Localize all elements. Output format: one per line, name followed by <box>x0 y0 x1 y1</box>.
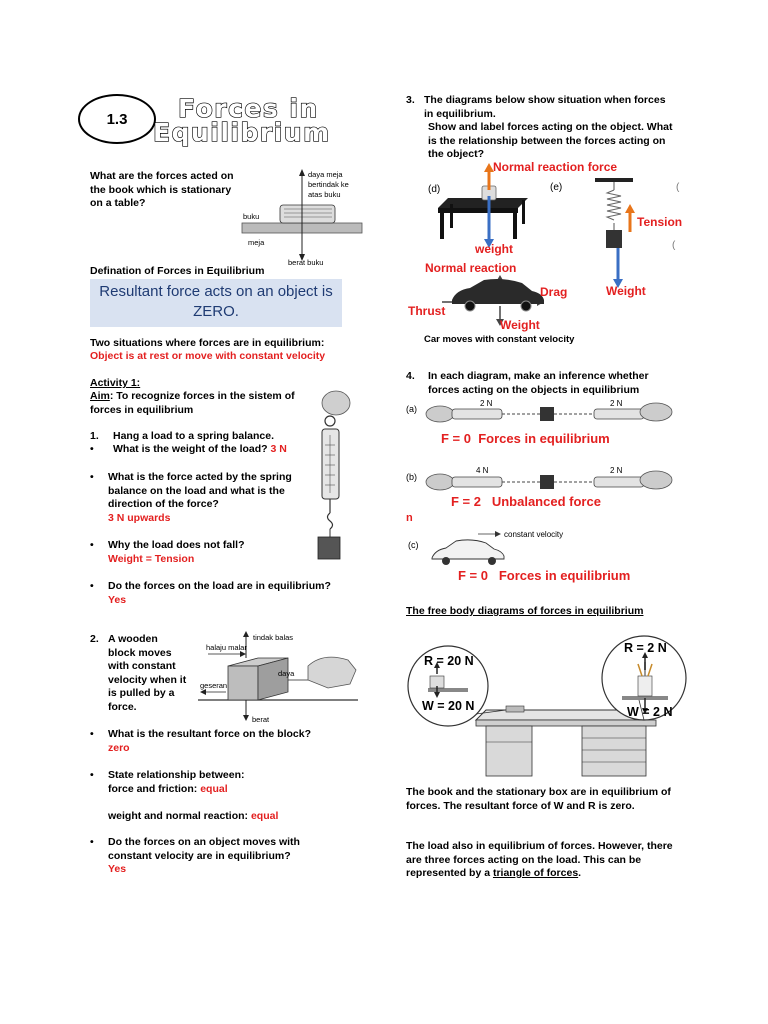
diagram-b-left-force: 4 N <box>476 466 489 475</box>
label-halaju-malar: halaju malar <box>206 643 247 652</box>
label-atas-buku: atas buku <box>308 190 341 199</box>
diagram-b-answer-f: F = 2 <box>451 494 481 509</box>
q1-bullet-1-text: What is the weight of the load? <box>113 443 268 455</box>
paragraph-2 <box>406 840 686 881</box>
q2-bullet-2-line-3 <box>108 810 338 824</box>
right-spring-balance-a <box>594 409 644 419</box>
aim-line <box>90 390 310 417</box>
q2-bullet-2-line-2-text: force and friction: <box>108 782 198 795</box>
q3-text-2: Show and label forces acting on the object. What is the relationship between the forces acting on the object? <box>428 121 673 160</box>
label-berat: berat <box>252 715 270 724</box>
q1-bullet-4-answer: Yes <box>108 593 127 606</box>
book-on-desk <box>506 706 524 712</box>
left-spring-balance-a <box>452 409 502 419</box>
diagram-c-answer <box>458 568 630 583</box>
title-line-2: Equilibrium <box>153 118 331 147</box>
label-geseran: geseran <box>200 681 228 690</box>
q1-number: 1. <box>90 430 99 442</box>
q1-bullet-3: • Why the load does not fall? Weight = Tension <box>90 539 310 566</box>
label-weight-e: Weight <box>606 284 646 298</box>
desk-right-pedestal <box>582 726 646 776</box>
activity-title: Activity 1: <box>90 377 141 389</box>
diagram-e-spring <box>550 170 685 300</box>
diagram-a-left-force: 2 N <box>480 399 493 408</box>
diagram-a-answer-f: F = 0 <box>441 431 471 446</box>
spring-balance-illustration <box>308 385 358 565</box>
label-car-weight: Weight <box>500 318 540 332</box>
diagram-e-letter: (e) <box>550 182 563 193</box>
load-block <box>318 537 340 559</box>
q3-text-1: The diagrams below show situation when forces in equilibrium. <box>424 94 666 120</box>
left-spring-balance-b <box>452 477 502 487</box>
right-r-label: R = 2 N <box>624 641 667 655</box>
car-caption: Car moves with constant velocity <box>424 334 575 345</box>
label-normal-reaction-force: Normal reaction force <box>493 160 618 174</box>
q1-bullet-1: • What is the weight of the load? 3 N <box>90 443 287 455</box>
two-situations-text: Two situations where forces are in equilibrium: <box>90 337 325 349</box>
diagram-b-letter: (b) <box>406 472 417 482</box>
pulling-hand <box>308 657 356 688</box>
label-meja: meja <box>248 238 265 247</box>
q1-bullet-1-answer: 3 N <box>270 443 287 455</box>
q2-bullet-2-answer: equal <box>200 782 228 795</box>
center-block-a <box>540 407 554 421</box>
aim-label: Aim <box>90 390 110 402</box>
title-line-1: Forces in <box>178 94 319 123</box>
right-hand-b <box>640 471 672 489</box>
triangle-of-forces-text: triangle of forces <box>492 867 579 879</box>
label-tension: Tension <box>637 215 683 229</box>
q2-bullet-1: • What is the resultant force on the block? zero <box>90 728 340 755</box>
car-c <box>432 540 504 559</box>
diagram-c-velocity-label: constant velocity <box>504 530 564 539</box>
q2-bullet-2-text: State relationship between: <box>108 769 245 781</box>
paragraph-2-end: . <box>578 867 582 879</box>
book-on-table-diagram <box>240 165 370 270</box>
diagram-a-letter: (a) <box>406 404 417 414</box>
section-number: 1.3 <box>106 110 128 128</box>
hand-shape <box>322 391 350 415</box>
q1-bullet-3-text: Why the load does not fall? <box>108 539 245 551</box>
label-berat-buku: berat buku <box>288 258 324 267</box>
q2-number: 2. <box>90 633 99 645</box>
spring-coil <box>607 190 621 220</box>
q1-bullet-2-text: What is the force acted by the spring balance on the load and what is the direction of the force? <box>108 471 292 510</box>
wooden-block-diagram <box>198 630 360 725</box>
q2-bullet-2: • State relationship between: force and friction: equal <box>90 769 340 796</box>
label-bertindak-ke: bertindak ke <box>308 180 349 189</box>
q2-bullet-3: • Do the forces on an object moves with constant velocity are in equilibrium? Yes <box>90 836 330 877</box>
definition-box: Resultant force acts on an object is ZERO. <box>90 279 342 327</box>
label-weight-d: weight <box>475 242 513 256</box>
q1-bullet-3-answer: Weight = Tension <box>108 552 195 565</box>
left-w-label: W = 20 N <box>422 699 475 713</box>
paragraph-1: The book and the stationary box are in equilibrium of forces. The resultant force of W and R is zero. <box>406 786 671 812</box>
q2-bullet-1-text: What is the resultant force on the block? <box>108 728 312 740</box>
diagram-c-car <box>406 528 606 568</box>
hanging-mass <box>606 230 622 248</box>
svg-text:(: ( <box>672 240 676 251</box>
diagram-d-letter: (d) <box>428 184 441 195</box>
book-shape <box>280 205 335 223</box>
ceiling-bar <box>595 178 633 182</box>
center-block-b <box>540 475 554 489</box>
definition-heading: Defination of Forces in Equilibrium <box>90 265 265 277</box>
q2-bullet-2-line-2 <box>108 783 340 797</box>
desk-left-pedestal <box>486 726 532 776</box>
diagram-b-answer-tail: n <box>406 512 413 524</box>
diagram-a-answer-text: Forces in equilibrium <box>478 431 610 446</box>
left-hand-b <box>426 474 454 490</box>
diagram-a-answer <box>441 431 610 446</box>
label-thrust: Thrust <box>408 304 446 318</box>
q2-text: A wooden block moves with constant velocity when it is pulled by a force. <box>108 633 187 713</box>
wooden-block <box>228 666 258 700</box>
q4-number: 4. <box>406 370 415 382</box>
diagram-b-right-force: 2 N <box>610 466 623 475</box>
q1-bullet-4: • Do the forces on the load are in equilibrium? Yes <box>90 580 360 607</box>
car-body <box>452 279 544 304</box>
label-normal-reaction: Normal reaction <box>425 261 517 275</box>
diagram-c-answer-text: Forces in equilibrium <box>498 568 631 583</box>
label-daya-meja: daya meja <box>308 170 343 179</box>
q2-bullet-3-text: Do the forces on an object moves with constant velocity are in equilibrium? <box>108 836 300 862</box>
right-w-label: W = 2 N <box>627 705 673 719</box>
label-daya: daya <box>278 669 295 678</box>
diagram-b-tug <box>406 464 686 494</box>
aim-text: : To recognize forces in the sistem of forces in equilibrium <box>90 390 295 416</box>
paragraph-2-start: The load also in equilibrium of forces. However, there are three forces acting on the load. This can be represented by a <box>406 840 673 879</box>
label-tindak-balas: tindak balas <box>253 633 294 642</box>
section-number-oval <box>78 94 156 144</box>
q2-bullet-3-answer: Yes <box>108 863 127 875</box>
q1-bullet-2-answer: 3 N upwards <box>108 511 171 524</box>
q1-bullet-4-text: Do the forces on the load are in equilibrium? <box>108 580 331 592</box>
diagram-b-answer-text: Unbalanced force <box>491 494 601 509</box>
q2-bullet-1-answer: zero <box>108 741 130 754</box>
left-hand-a <box>426 406 454 422</box>
diagram-a-right-force: 2 N <box>610 399 623 408</box>
left-r-label: R = 20 N <box>424 654 474 668</box>
spring-balance-body <box>322 429 339 499</box>
diagram-c-answer-f: F = 0 <box>458 568 488 583</box>
diagram-c-letter: (c) <box>408 540 419 550</box>
book-question: What are the forces acted on the book which is stationary on a table? <box>90 170 234 209</box>
diagram-a-tug <box>406 398 686 428</box>
two-situations-answer: Object is at rest or move with constant velocity <box>90 350 326 362</box>
right-spring-balance-b <box>594 477 644 487</box>
q4-text: In each diagram, make an inference whether forces acting on the objects in equilibrium <box>428 370 649 396</box>
q2-bullet-2-answer-2: equal <box>250 810 279 822</box>
q1-text: Hang a load to a spring balance. <box>113 430 275 442</box>
q2-bullet-2-line-3-text: weight and normal reaction: <box>108 810 249 822</box>
svg-text:(: ( <box>676 182 680 193</box>
free-body-heading: The free body diagrams of forces in equilibrium <box>406 605 644 617</box>
q1-bullet-2: • What is the force acted by the spring balance on the load and what is the direction of the force? 3 N upwards <box>90 471 305 525</box>
right-hand-a <box>640 403 672 421</box>
q3-number: 3. <box>406 94 415 106</box>
label-drag: Drag <box>540 285 568 299</box>
diagram-b-answer <box>451 494 601 509</box>
label-buku: buku <box>243 212 260 221</box>
